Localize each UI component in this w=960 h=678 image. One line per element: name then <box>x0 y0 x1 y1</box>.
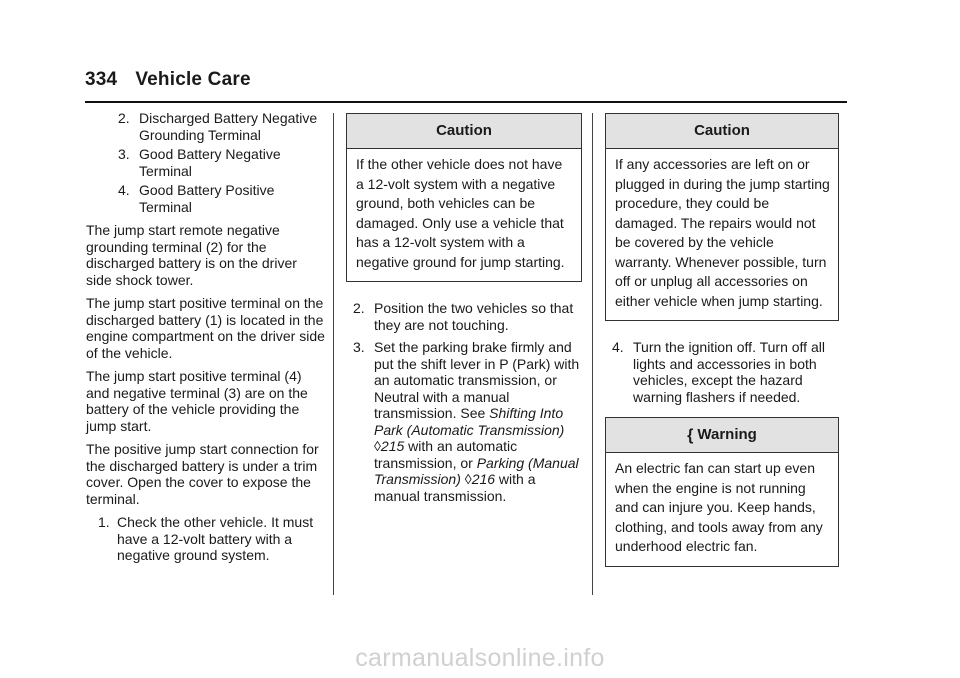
paragraph: The jump start remote negative grounding terminal (2) for the discharged battery is on the driver side shock tower. <box>86 222 297 288</box>
caution-text: If any accessories are left on or plugged in during the jump starting procedure, they could be damaged. The repairs would not be covered by the vehicle warranty. Whenever possible, turn off or unplug all accessories on either vehicle when jump starting. <box>615 156 830 309</box>
caution-box <box>605 113 839 321</box>
step-item: 1. Check the other vehicle. It must have a 12-volt battery with a negative ground system. <box>98 514 314 563</box>
column-1 <box>86 110 326 571</box>
paragraph: The jump start positive terminal on the discharged battery (1) is located in the engine compartment on the driver side of the vehicle. <box>86 295 325 361</box>
column-divider <box>333 113 334 595</box>
warning-title: Warning <box>697 426 757 443</box>
step-item: 4. Turn the ignition off. Turn off all lights and accessories in both vehicles, except the hazard warning flashers if needed. <box>612 339 825 405</box>
figure-legend <box>86 110 326 215</box>
column-divider <box>592 113 593 595</box>
step-list <box>86 514 326 564</box>
warning-box <box>605 417 839 567</box>
warning-symbol-icon: { <box>687 427 694 444</box>
list-item: 4. Good Battery Positive Terminal <box>118 182 275 215</box>
cross-reference-link[interactable]: Shifting Into Park (Automatic Transmission) <box>374 405 565 438</box>
step-list <box>346 300 582 504</box>
paragraph: The positive jump start connection for the discharged battery is under a trim cover. Open the cover to expose the terminal. <box>86 441 319 507</box>
page-ref-icon: ◊ <box>374 438 381 454</box>
header-rule <box>85 101 847 103</box>
step-item: 3. Set the parking brake firmly and put the shift lever in P (Park) with an automatic transmission, or Neutral with a manual transmission. See Shifting Into Park (Automatic Transmission) ◊215 with an automatic transmission, or Parking (Manual Transmission) ◊216 with a manual transmission. <box>353 339 580 504</box>
caution-text: If the other vehicle does not have a 12-volt system with a negative ground, both vehicles can be damaged. Only use a vehicle that has a 12-volt system with a negative ground for jump starting. <box>356 156 565 270</box>
column-3 <box>605 113 839 585</box>
warning-title-bar <box>606 418 838 453</box>
page-number: 334 <box>85 69 118 90</box>
page-ref[interactable]: 215 <box>380 438 405 454</box>
cross-reference-link[interactable]: Parking (Manual Transmission) <box>374 454 579 487</box>
caution-title: Caution <box>347 114 581 149</box>
step-item: 2. Position the two vehicles so that they are not touching. <box>353 300 574 333</box>
page-ref[interactable]: 216 <box>471 471 496 487</box>
step-list <box>605 339 839 405</box>
warning-text: An electric fan can start up even when the engine is not running and can injure you. Keep hands, clothing, and tools away from any underhood electric fan. <box>615 460 823 554</box>
caution-title: Caution <box>606 114 838 149</box>
list-item: 3. Good Battery Negative Terminal <box>118 146 281 179</box>
caution-box <box>346 113 582 282</box>
watermark: carmanualsonline.info <box>355 644 605 672</box>
paragraph: The jump start positive terminal (4) and negative terminal (3) are on the battery of the vehicle providing the jump start. <box>86 368 308 434</box>
section-title: Vehicle Care <box>135 69 251 90</box>
column-2 <box>346 113 582 511</box>
page-header <box>85 69 251 91</box>
list-item: 2. Discharged Battery Negative Grounding Terminal <box>118 110 318 143</box>
page-ref-icon: ◊ <box>464 471 472 487</box>
